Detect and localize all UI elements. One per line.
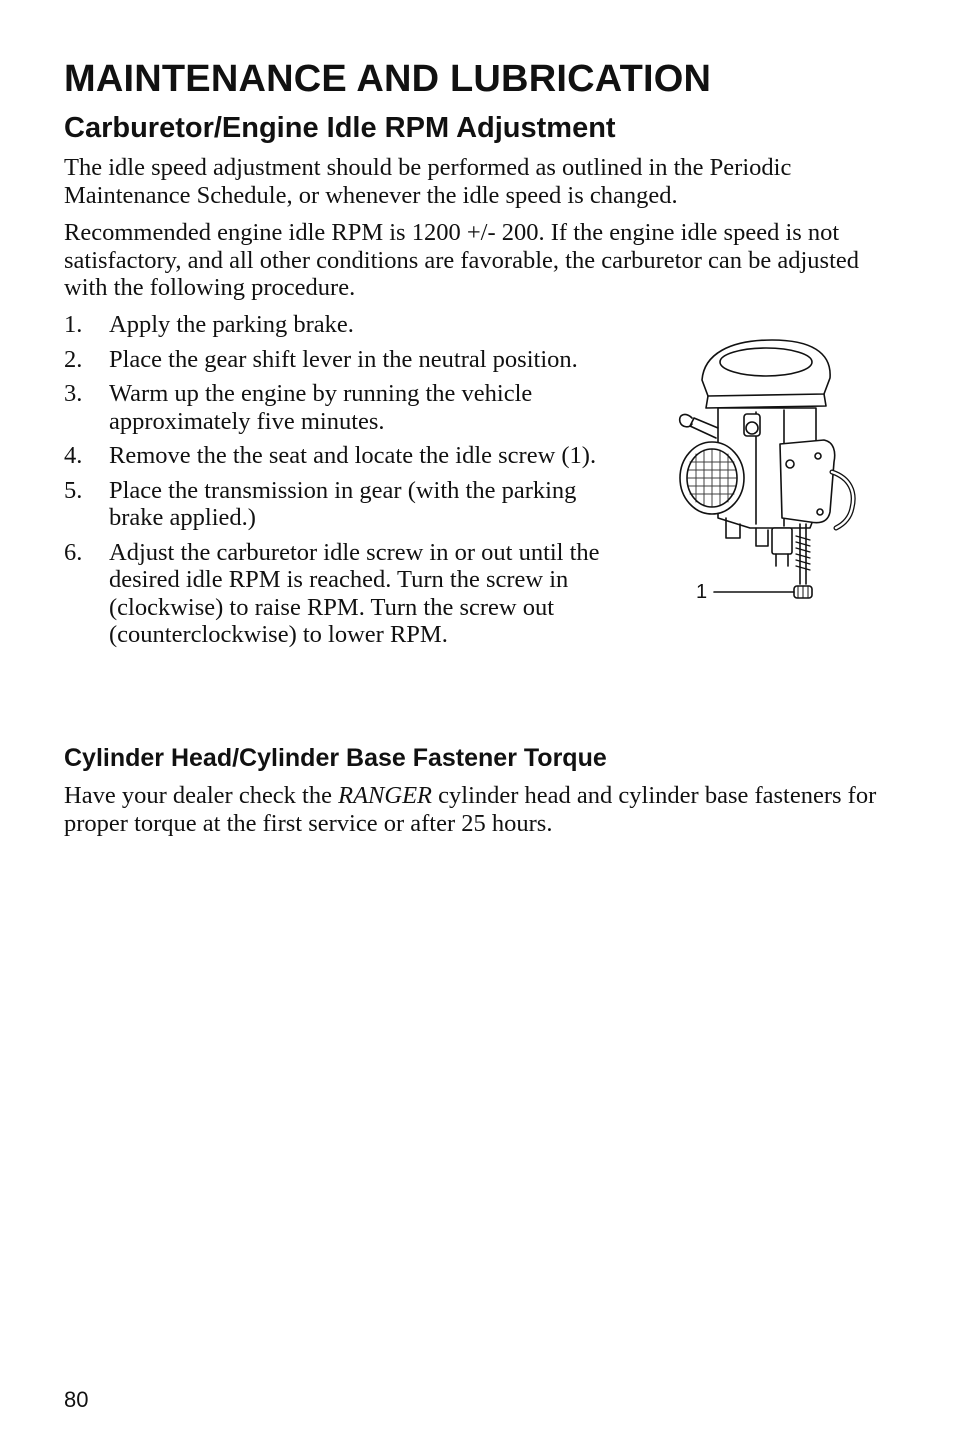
step-text: Warm up the engine by running the vehicle approximately five minutes. [109,380,533,435]
carburetor-intro: The idle speed adjustment should be performed as outlined in the Periodic Maintenance Schedule, or whenever the idle speed is changed. [64,154,792,209]
section-title: MAINTENANCE AND LUBRICATION [64,58,712,100]
step-1 [64,311,604,339]
step-2 [64,346,604,374]
float-bowl [780,440,835,523]
idle-rpm-recommendation: Recommended engine idle RPM is 1200 +/- 200. If the engine idle speed is not satisfactory, and all other conditions are favorable, the carburetor can be adjusted with the following procedure. [64,219,860,301]
step-number: 6. [64,538,83,566]
step-5 [64,477,604,532]
idle-screw-callout: 1 [696,581,708,603]
carburetor-illustration [660,332,890,617]
page-number: 80 [64,1387,89,1412]
step-number: 1. [64,311,83,338]
step-4 [64,442,604,470]
step-number: 4. [64,442,83,469]
step-number: 5. [64,476,83,504]
idle-screw [794,524,812,598]
step-number: 2. [64,345,83,373]
cylinder-text [64,782,884,837]
step-text: Apply the parking brake. [109,311,354,338]
step-text: Place the transmission in gear (with the parking brake applied.) [109,476,577,531]
step-3 [64,380,604,435]
cylinder-heading: Cylinder Head/Cylinder Base Fastener Torque [64,744,607,772]
vent-hose [832,472,853,528]
step-6 [64,539,604,649]
adjustment-steps [64,311,604,656]
carburetor-heading: Carburetor/Engine Idle RPM Adjustment [64,112,616,144]
step-text: Adjust the carburetor idle screw in or out until the desired idle RPM is reached. Turn the screw in (clockwise) to raise RPM. Turn the screw out (counterclockwise) to lower RPM. [109,538,600,648]
step-number: 3. [64,380,83,407]
cylinder-text-after: cylinder head and cylinder base fasteners for proper torque at the first service or after 25 hours. [64,782,877,837]
brand-name: RANGER [338,782,433,809]
cylinder-text-before: Have your dealer check the [64,782,339,809]
step-text: Remove the the seat and locate the idle screw (1). [109,442,597,469]
step-text: Place the gear shift lever in the neutral position. [109,345,578,373]
